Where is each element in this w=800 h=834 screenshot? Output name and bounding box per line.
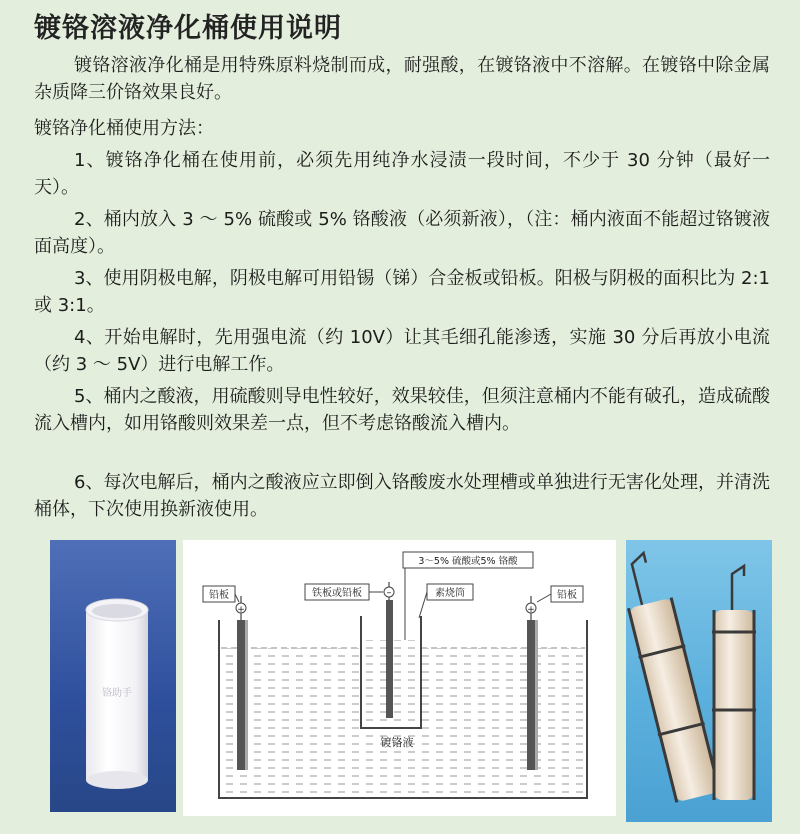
step-6: 6、每次电解后，桶内之酸液应立即倒入铬酸废水处理槽或单独进行无害化处理，并清洗桶体，下次使用换新液使用。 [34, 472, 770, 520]
label-acid: 3～5% 硫酸或5% 铬酸 [418, 556, 518, 567]
lead-plate-right [527, 620, 535, 770]
label-solution: 镀铬液 [380, 736, 414, 749]
svg-text:–: – [386, 587, 392, 599]
electrolysis-diagram [183, 540, 616, 816]
page-title: 镀铬溶液净化桶使用说明 [34, 13, 342, 44]
photo-watermark: 铬助手 [102, 688, 132, 699]
step-2: 2、桶内放入 3 ～ 5% 硫酸或 5% 铬酸液（必须新液），（注：桶内液面不能超过铬镀液面高度）。 [34, 209, 770, 257]
photo-ceramic-cylinder [50, 540, 176, 812]
photo-wrapped-tubes [626, 540, 772, 822]
intro-paragraph: 镀铬溶液净化桶是用特殊原料烧制而成，耐强酸，在镀铬液中不溶解。在镀铬中除金属杂质降三价铬效果良好。 [34, 55, 770, 103]
ceramic-cylinder-image [50, 540, 176, 812]
step-1: 1、镀铬净化桶在使用前，必须先用纯净水浸渍一段时间，不少于 30 分钟（最好一天）。 [34, 150, 770, 198]
wrapped-tubes-image [626, 540, 772, 822]
label-iron-lead: 铁板或铅板 [312, 588, 362, 599]
step-3: 3、使用阴极电解，阴极电解可用铅锡（锑）合金板或铅板。阳极与阴极的面积比为 2:1 或 3:1。 [34, 268, 770, 316]
cathode-plate [386, 600, 393, 718]
svg-text:+: + [527, 605, 535, 615]
diagram-svg [183, 540, 616, 816]
label-ceramic: 素烧筒 [435, 588, 465, 599]
svg-text:+: + [237, 605, 245, 615]
step-5: 5、桶内之酸液，用硫酸则导电性较好，效果较佳，但须注意桶内不能有破孔，造成硫酸流入槽内，如用铬酸则效果差一点，但不考虑铬酸流入槽内。 [34, 386, 770, 434]
label-lead-left: 铅板 [209, 590, 229, 601]
lead-plate-left [237, 620, 245, 770]
label-lead-right: 铅板 [557, 590, 577, 601]
step-4: 4、开始电解时，先用强电流（约 10V）让其毛细孔能渗透，实施 30 分后再放小电流（约 3 ～ 5V）进行电解工作。 [34, 327, 770, 375]
method-heading: 镀铬净化桶使用方法： [34, 118, 214, 139]
